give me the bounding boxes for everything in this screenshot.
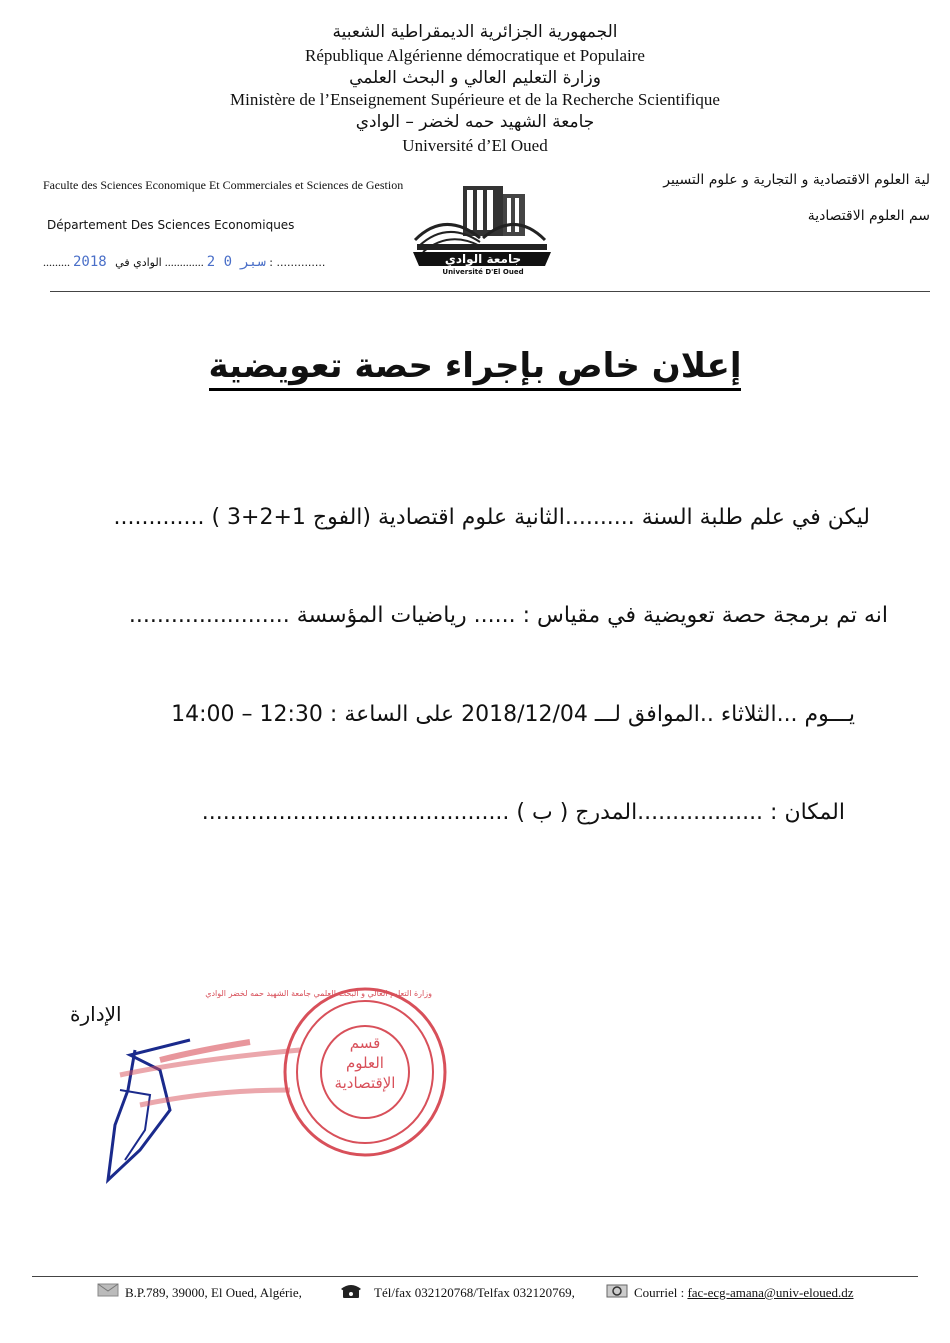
stamp-line-1: قسم [349,1034,381,1052]
official-stamp [205,985,450,1160]
body-line-date-time: يـــوم ...الثلاثاء ..الموافق لـــ 2018/12/04 على الساعة : 12:30 – 14:00 [171,702,855,727]
announcement-title-text: إعلان خاص بإجراء حصة تعويضية [209,346,742,391]
footer-phone: Tél/fax 032120768/Telfax 032120769, [374,1285,575,1300]
date-stamp: 2018 سبر 0 2 [73,254,266,270]
stamp-line-3: الإقتصادية [334,1074,396,1092]
faculty-french: Faculte des Sciences Economique Et Commerciales et Sciences de Gestion [43,178,404,192]
administration-label: الإدارة [70,1002,122,1026]
logo-french-text: Université D'El Oued [442,268,524,276]
date-label: الوادي في : .............. [115,256,326,269]
footer-email-link[interactable]: fac-ecg-amana@univ-eloued.dz [687,1285,854,1300]
ministry-french: Ministère de l’Enseignement Supérieure et de la Recherche Scientifique [230,90,720,109]
telephone-icon [340,1283,362,1299]
date-dots: ............. [164,255,204,269]
footer-email-label: Courriel : [634,1285,685,1300]
footer-email-row [634,1285,854,1301]
date-dots-left: ......... [43,255,70,269]
body-line-location: المكان : ..................المدرج ( ب ) ............................................ [201,800,845,825]
republic-french: République Algérienne démocratique et Populaire [305,46,645,65]
footer-divider [32,1276,918,1277]
email-icon [606,1283,628,1299]
university-french: Université d’El Oued [402,136,548,155]
department-french: Département Des Sciences Economiques [47,218,295,232]
university-arabic: جامعة الشهيد حمه لخضر – الوادي [355,112,595,132]
logo-arabic-text: جامعة الوادي [444,252,522,266]
republic-arabic: الجمهورية الجزائرية الديمقراطية الشعبية [332,22,618,42]
announcement-title [0,346,950,386]
footer-address: B.P.789, 39000, El Oued, Algérie, [125,1285,302,1300]
stamp-center-text [325,1033,405,1093]
envelope-icon [97,1283,119,1297]
stamp-ring-text: وزارة التعليم العالي و البحث العلمي جامعة الشهيد حمه لخضر الوادي [205,989,432,998]
faculty-arabic: لية العلوم الاقتصادية و التجارية و علوم التسيير [663,172,930,188]
body-line-students: ليكن في علم طلبة السنة ..........الثانية علوم اقتصادية (الفوج 1+2+3 ) ............. [113,505,870,530]
date-row [43,254,325,270]
header-divider [50,291,930,292]
body-line-course: انه تم برمجة حصة تعويضية في مقياس : ...... رياضيات المؤسسة ....................... [128,603,888,628]
university-logo [405,180,560,280]
stamp-line-2: العلوم [346,1054,384,1072]
ministry-arabic: وزارة التعليم العالي و البحث العلمي [349,68,601,88]
department-arabic: سم العلوم الاقتصادية [807,208,930,224]
